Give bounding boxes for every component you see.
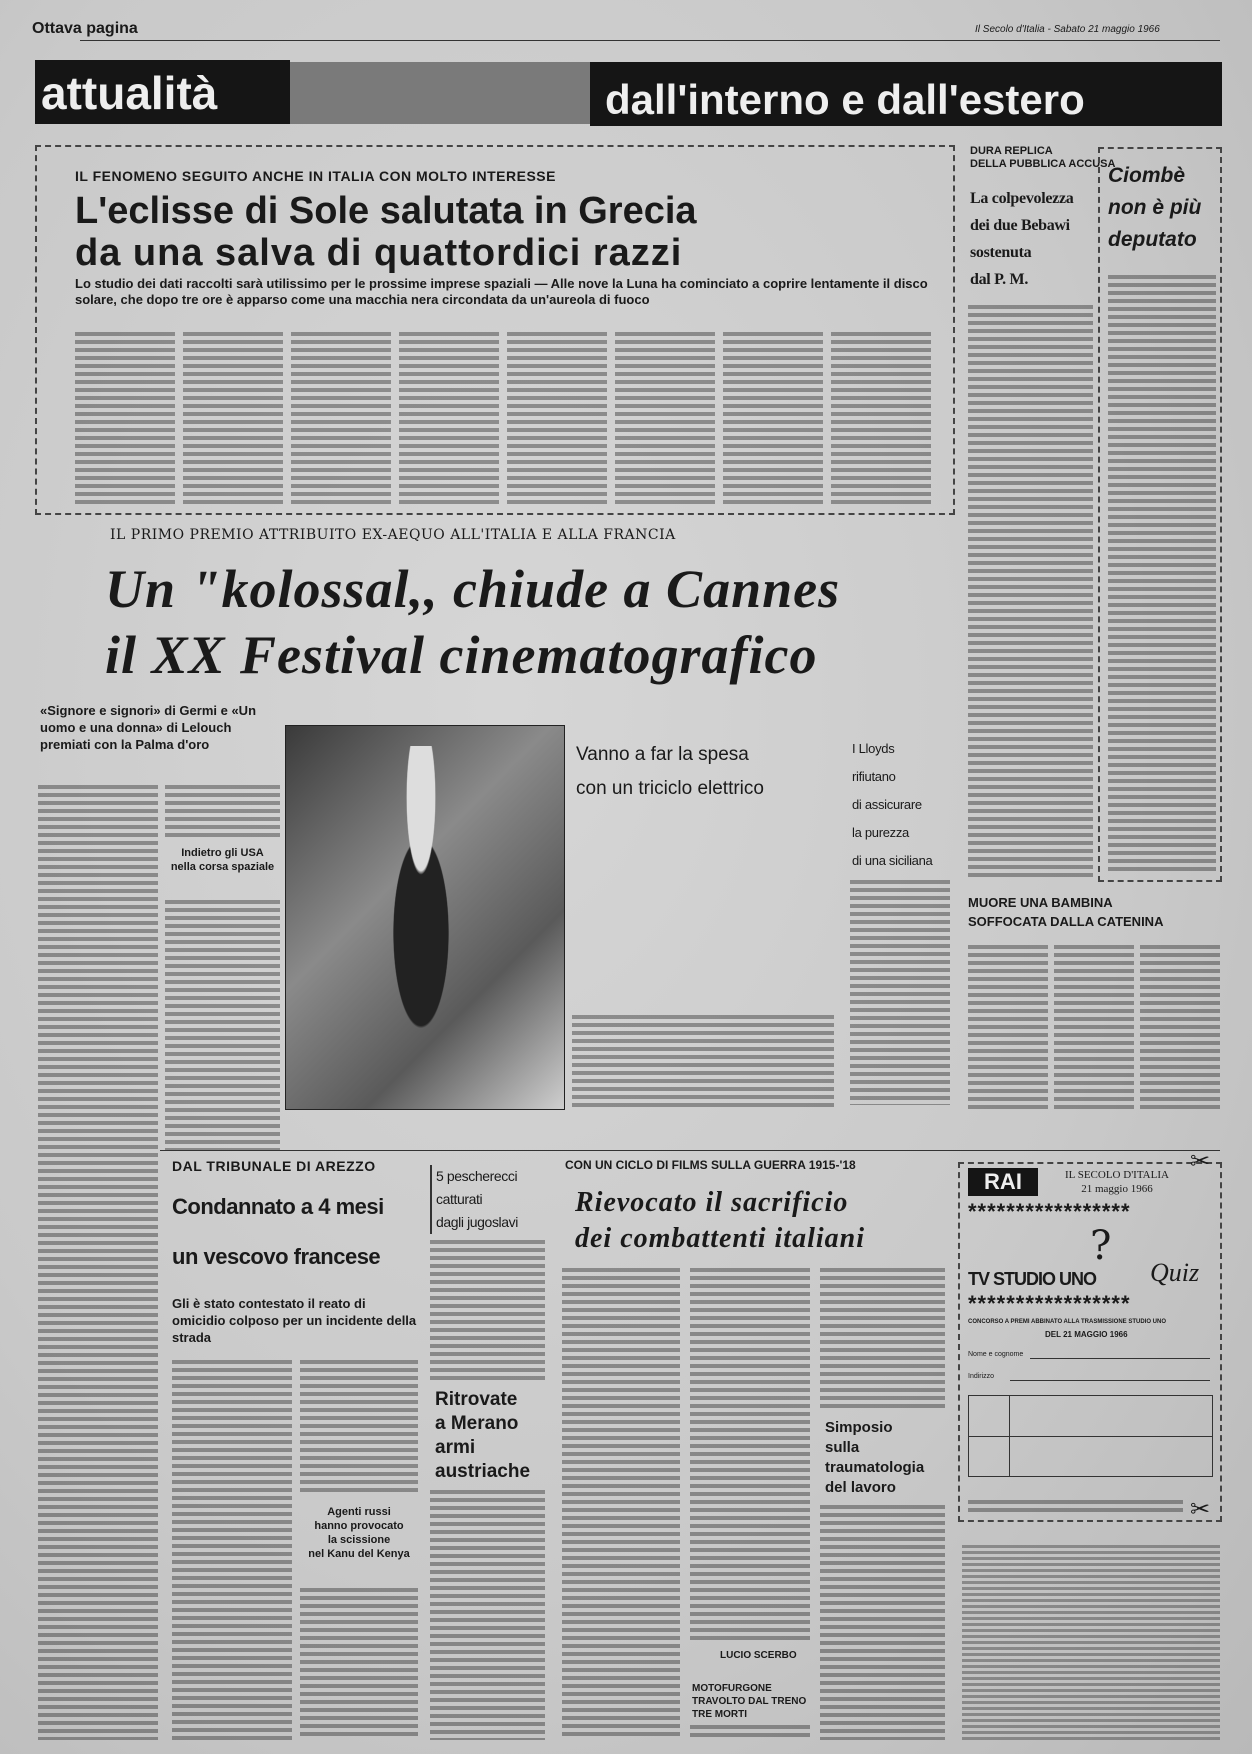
headline-line: da una salva di quattordici razzi (75, 232, 683, 274)
headline-line: traumatologia (825, 1459, 925, 1476)
headline-line: di una siciliana (852, 853, 933, 868)
vescovo-deck: Gli è stato contestato il reato di omicidio colposo per un incidente della strada (172, 1296, 417, 1345)
divider (160, 1150, 1220, 1151)
headline-line: hanno provocato (314, 1520, 404, 1532)
bambina-headline (968, 893, 1163, 931)
headline-line: deputato (1108, 228, 1197, 251)
headline-line: nel Kanu del Kenya (308, 1548, 410, 1560)
headline-line: Un "kolossal,, chiude a Cannes (105, 559, 841, 619)
cannes-kicker: IL PRIMO PREMIO ATTRIBUITO EX-AEQUO ALL'ITALIA E ALLA FRANCIA (110, 527, 676, 543)
issue-line: Il Secolo d'Italia - Sabato 21 maggio 1966 (975, 24, 1160, 35)
simposio-body (820, 1505, 945, 1740)
headline-line: Indietro gli USA (181, 847, 264, 859)
coupon-paper (1065, 1168, 1169, 1196)
merano-headline (435, 1388, 530, 1484)
headline-line: armi (435, 1437, 476, 1458)
banner-middle (290, 62, 590, 124)
headline-line: del lavoro (825, 1479, 896, 1496)
headline-line: di assicurare (852, 797, 922, 812)
kenya-headline (300, 1505, 418, 1561)
headline-line: I Lloyds (852, 741, 895, 756)
headline-line: SOFFOCATA DALLA CATENINA (968, 914, 1164, 929)
coupon-del: DEL 21 MAGGIO 1966 (1045, 1330, 1128, 1339)
motofurgone-body (690, 1725, 810, 1740)
address-label: Indirizzo (968, 1373, 995, 1380)
headline-line: Rievocato il sacrificio (575, 1187, 849, 1218)
stars-bottom: ***************** (968, 1291, 1131, 1316)
headline-line: L'eclisse di Sole salutata in Grecia (75, 190, 697, 232)
headline-line: sulla (825, 1439, 860, 1456)
name-label: Nome e cognome (968, 1351, 1024, 1358)
cannes-body-col2a (165, 785, 280, 840)
cannes-body-col2b (165, 900, 280, 1150)
eclipse-kicker: IL FENOMENO SEGUITO ANCHE IN ITALIA CON MOLTO INTERESSE (75, 168, 556, 184)
headline-line: MOTOFURGONE (692, 1683, 772, 1694)
paper-name: IL SECOLO D'ITALIA (1065, 1169, 1169, 1181)
eclipse-body (75, 332, 935, 507)
headline-line: la purezza (852, 825, 909, 840)
motofurgone-headline (692, 1682, 806, 1721)
triciclo-headline (576, 738, 764, 806)
kicker-line: DELLA PUBBLICA ACCUSA (970, 158, 1116, 170)
headline-line: dagli jugoslavi (436, 1214, 518, 1230)
tricycle-photo (285, 725, 565, 1110)
vescovo-headline (172, 1182, 384, 1282)
merano-body (430, 1490, 545, 1740)
bebawi-kicker (970, 145, 1115, 171)
headline-line: Ciombè (1108, 164, 1186, 187)
coupon-note (968, 1500, 1183, 1516)
headline-line: austriache (435, 1461, 531, 1482)
banner-left: attualità (35, 60, 290, 124)
guerra-kicker: CON UN CICLO DI FILMS SULLA GUERRA 1915-'18 (565, 1158, 856, 1172)
headline-line: con un triciclo elettrico (576, 778, 764, 799)
usa-headline (165, 846, 280, 874)
quiz-script: Quiz (1150, 1258, 1200, 1287)
headline-line: sostenuta (970, 244, 1032, 261)
vescovo-body-col2b (300, 1588, 418, 1740)
headline-line: il XX Festival cinematografico (105, 625, 818, 685)
headline-line: un vescovo francese (172, 1244, 381, 1269)
quiz-question-mark: ? (1090, 1223, 1112, 1269)
vescovo-body-col1 (172, 1360, 292, 1740)
stars-top: ***************** (968, 1199, 1131, 1224)
scissors-icon-2: ✂ (1190, 1496, 1211, 1523)
coupon-contest: CONCORSO A PREMI ABBINATO ALLA TRASMISSIONE STUDIO UNO (968, 1319, 1167, 1325)
pescherecci-headline (430, 1165, 518, 1234)
photo-figure (366, 746, 476, 1086)
headline-line: nella corsa spaziale (170, 861, 275, 873)
pescherecci-body (430, 1240, 545, 1380)
guerra-byline: LUCIO SCERBO (720, 1650, 797, 1661)
headline-line: a Merano (435, 1413, 519, 1434)
bambina-body (968, 945, 1220, 1110)
headline-line: la scissione (327, 1534, 391, 1546)
headline-line: Simposio (825, 1419, 893, 1436)
headline-line: Condannato a 4 mesi (172, 1194, 384, 1219)
eclipse-headline (75, 190, 697, 274)
ciombe-headline (1108, 160, 1201, 256)
headline-line: Agenti russi (327, 1506, 391, 1518)
eclipse-deck: Lo studio dei dati raccolti sarà utilissimo per le prossime imprese spaziali — Alle nove la Luna ha cominciato a coprire lentamente il disco solare, che dopo tre ore è apparso come una macchia nera circondata da un'aureola di fuoco (75, 276, 928, 307)
guerra-headline (575, 1185, 865, 1257)
page-label: Ottava pagina (32, 20, 138, 37)
vescovo-kicker: DAL TRIBUNALE DI AREZZO (172, 1158, 376, 1174)
headline-line: La colpevolezza (970, 190, 1074, 207)
headline-line: catturati (436, 1191, 483, 1207)
guerra-body-col2 (690, 1268, 810, 1643)
banner-right: dall'interno e dall'estero (590, 62, 1222, 126)
guerra-body-col1 (562, 1268, 680, 1740)
headline-line: rifiutano (852, 769, 896, 784)
ciombe-body (1108, 275, 1216, 875)
cannes-body-col1 (38, 785, 158, 1740)
vescovo-body-col2a (300, 1360, 418, 1495)
lloyds-body (850, 880, 950, 1105)
coupon-title: TV STUDIO UNO (968, 1269, 1097, 1289)
headline-line: dei combattenti italiani (575, 1223, 865, 1254)
headline-line: dal P. M. (970, 271, 1029, 288)
headline-line: dei due Bebawi (970, 217, 1070, 234)
cannes-headline (105, 556, 840, 688)
name-field[interactable] (1030, 1358, 1210, 1359)
rai-logo: RAI (968, 1168, 1038, 1196)
headline-line: Vanno a far la spesa (576, 744, 749, 765)
lloyds-headline (852, 735, 932, 875)
headline-line: TRAVOLTO DAL TRENO (692, 1696, 807, 1707)
cannes-deck: «Signore e signori» di Germi e «Un uomo e una donna» di Lelouch premiati con la Palma d'oro (40, 703, 257, 752)
coupon-date: 21 maggio 1966 (1081, 1183, 1153, 1195)
simposio-headline (825, 1418, 924, 1498)
address-field[interactable] (1010, 1380, 1210, 1381)
scissors-icon: ✂ (1190, 1148, 1211, 1175)
bebawi-headline (970, 185, 1073, 293)
bebawi-body (968, 305, 1093, 880)
triciclo-caption (572, 1015, 834, 1107)
answer-grid[interactable] (968, 1395, 1213, 1477)
kicker-line: DURA REPLICA (970, 145, 1053, 157)
guerra-body-col3 (820, 1268, 945, 1408)
headline-line: 5 pescherecci (436, 1168, 518, 1184)
headline-line: Ritrovate (435, 1389, 518, 1410)
coupon-rules (962, 1545, 1220, 1740)
headline-line: MUORE UNA BAMBINA (968, 895, 1113, 910)
headline-line: non è più (1108, 196, 1202, 219)
headline-line: TRE MORTI (692, 1709, 747, 1720)
rule (80, 40, 1220, 41)
